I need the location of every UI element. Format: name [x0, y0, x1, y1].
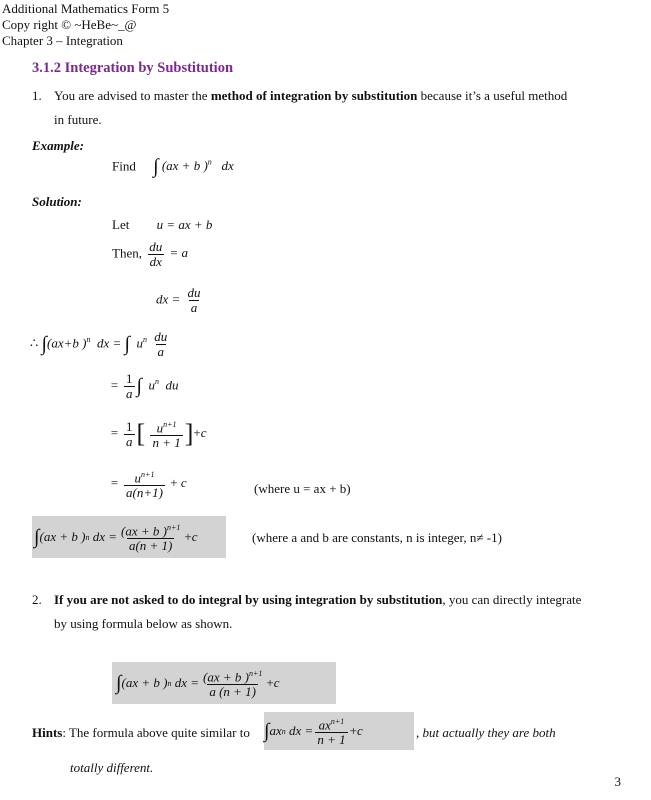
- hints-italic: , but actually they are both: [416, 725, 556, 740]
- then-label: Then,: [112, 245, 142, 261]
- doc-header-line1: Additional Mathematics Form 5: [2, 1, 170, 16]
- page-number: 3: [614, 774, 621, 789]
- example-find-row: [112, 156, 234, 179]
- section-title: 3.1.2 Integration by Substitution: [32, 60, 234, 76]
- doc-header-line2: Copy right © ~HeBe~_@: [2, 17, 137, 32]
- hints-formula-box: ∫ ax n dx = $\frac{ax^{n+1}}{n + 1}$ + c: [264, 712, 414, 750]
- point1-text: [54, 84, 634, 108]
- point1-number: 1.: [32, 88, 42, 103]
- result-formula-box: ∫ (ax + b ) n dx = $\frac{(ax + b )^{n+1}}{a(n + 1)}$ + c: [32, 516, 226, 558]
- let-label: Let: [112, 217, 130, 232]
- step1-equation: ∴ ∫(ax+b )$^n$ dx = ∫ $u^n$ $\frac{du}{a}$: [30, 329, 168, 359]
- where-constants-note: (where a and b are constants, n is integer, n≠ -1): [252, 530, 502, 545]
- step4-equation: = $\frac{u^{n+1}}{a(n+1)}$ + c: [110, 470, 187, 501]
- hints-line2: totally different.: [70, 760, 154, 775]
- then-row: [112, 240, 188, 269]
- solution-label: Solution:: [32, 194, 82, 209]
- point1-line2: in future.: [54, 112, 102, 127]
- point2-text: [54, 588, 644, 612]
- let-row: [112, 217, 212, 233]
- dx-equation: dx = $\frac{du}{a}$: [156, 285, 201, 315]
- direct-formula-box: ∫ (ax + b ) n dx = $\frac{(ax + b )^{n+1}}{a (n + 1)}$ + c: [112, 662, 336, 704]
- example-integral: ∫ (ax + b )$^n$ dx: [153, 156, 234, 178]
- example-label: Example:: [32, 138, 84, 153]
- point1-pre: You are advised to master the: [54, 88, 211, 103]
- hints-line1: [32, 725, 250, 741]
- point1-bold: method of integration by substitution: [210, 88, 418, 103]
- doc-header-line3: Chapter 3 – Integration: [2, 33, 123, 48]
- step2-equation: = $\frac{1}{a}$ ∫ $u^n$ du: [110, 371, 179, 401]
- point2-number: 2.: [32, 592, 42, 607]
- point2-line2: by using formula below as shown.: [54, 616, 233, 631]
- find-label: Find: [112, 158, 136, 174]
- step3-equation: = $\frac{1}{a}$ [ $\frac{u^{n+1}}{n + 1}$ ]+c: [110, 418, 207, 451]
- point2-post: , you can directly integrate: [442, 592, 582, 607]
- du-dx-equation: $\frac{du}{dx}$ = a: [149, 239, 188, 269]
- hints-text: : The formula above quite similar to: [62, 725, 250, 740]
- hints-label: Hints: [32, 725, 63, 740]
- point2-bold: If you are not asked to do integral by using integration by substitution: [54, 592, 443, 607]
- where-u-note: (where u = ax + b): [254, 481, 351, 496]
- point1-post: because it’s a useful method: [417, 88, 568, 103]
- let-equation: u = ax + b: [156, 217, 213, 232]
